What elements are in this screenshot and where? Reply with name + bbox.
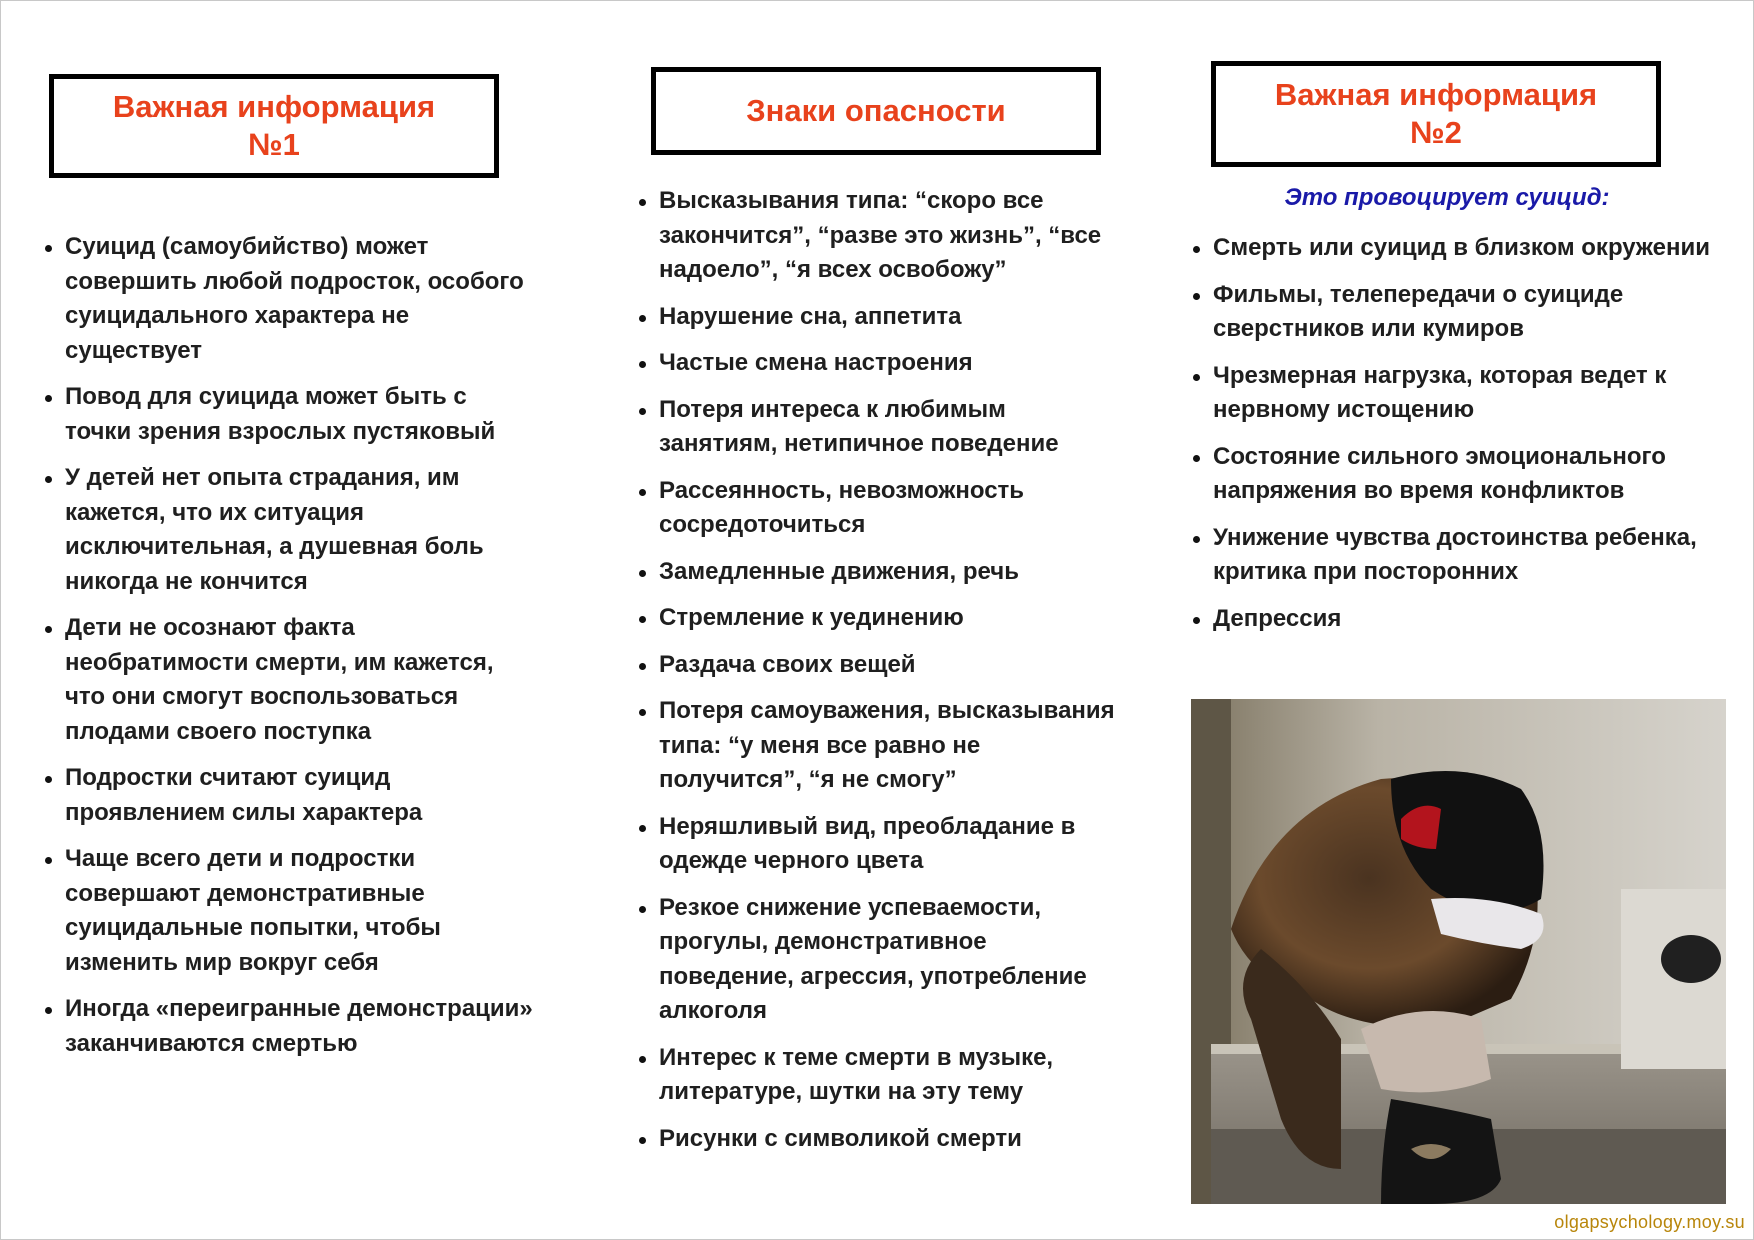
list-item: Иногда «переигранные демонстрации» заканчиваются смертью [39, 992, 539, 1061]
photo-crouching-teen [1191, 699, 1726, 1204]
info-list-2 [1187, 231, 1727, 648]
list-item: Смерть или суицид в близком окружении [1187, 231, 1727, 266]
list-item: Замедленные движения, речь [633, 555, 1123, 590]
title-box-important-info-1 [49, 74, 499, 178]
list-item: Потеря самоуважения, высказывания типа: “у меня все равно не получится”, “я не смогу” [633, 694, 1123, 798]
list-item: Повод для суицида может быть с точки зрения взрослых пустяковый [39, 380, 539, 449]
title-box-important-info-2 [1211, 61, 1661, 167]
title-line-1: Важная информация [1274, 77, 1598, 112]
list-item: Резкое снижение успеваемости, прогулы, демонстративное поведение, агрессия, употребление алкоголя [633, 891, 1123, 1029]
photo-illustration [1191, 699, 1726, 1204]
list-item: Высказывания типа: “скоро все закончится”, “разве это жизнь”, “все надоело”, “я всех освобожу” [633, 184, 1123, 288]
list-item: Суицид (самоубийство) может совершить любой подросток, особого суицидального характера не существует [39, 230, 539, 368]
info-list-1 [39, 230, 539, 1073]
danger-signs-list [633, 184, 1123, 1168]
list-item: Рассеянность, невозможность сосредоточиться [633, 474, 1123, 543]
list-item: Раздача своих вещей [633, 648, 1123, 683]
website-credit: olgapsychology.moy.su [1554, 1212, 1745, 1232]
list-item: Состояние сильного эмоционального напряжения во время конфликтов [1187, 440, 1727, 509]
list-item: Неряшливый вид, преобладание в одежде черного цвета [633, 810, 1123, 879]
list-item: Чаще всего дети и подростки совершают демонстративные суицидальные попытки, чтобы изменить мир вокруг себя [39, 842, 539, 980]
list-item: Дети не осознают факта необратимости смерти, им кажется, что они смогут воспользоваться плодами своего поступка [39, 611, 539, 749]
list-item: Частые смена настроения [633, 346, 1123, 381]
list-item: Стремление к уединению [633, 601, 1123, 636]
provokes-suicide-subtitle: Это провоцирует суицид: [1284, 184, 1610, 211]
list-item: Нарушение сна, аппетита [633, 300, 1123, 335]
title-line-1: Важная информация [112, 89, 436, 124]
list-item: У детей нет опыта страдания, им кажется, что их ситуация исключительная, а душевная боль никогда не кончится [39, 461, 539, 599]
list-item: Интерес к теме смерти в музыке, литературе, шутки на эту тему [633, 1041, 1123, 1110]
list-item: Чрезмерная нагрузка, которая ведет к нервному истощению [1187, 359, 1727, 428]
title-line-2: №1 [248, 127, 300, 162]
title-box-danger-signs [651, 67, 1101, 155]
list-item: Рисунки с символикой смерти [633, 1122, 1123, 1157]
list-item: Потеря интереса к любимым занятиям, нетипичное поведение [633, 393, 1123, 462]
list-item: Депрессия [1187, 602, 1727, 637]
list-item: Подростки считают суицид проявлением силы характера [39, 761, 539, 830]
list-item: Унижение чувства достоинства ребенка, критика при посторонних [1187, 521, 1727, 590]
title-line-2: №2 [1410, 115, 1462, 150]
list-item: Фильмы, телепередачи о суициде сверстников или кумиров [1187, 278, 1727, 347]
danger-signs-title: Знаки опасности [746, 93, 1006, 128]
